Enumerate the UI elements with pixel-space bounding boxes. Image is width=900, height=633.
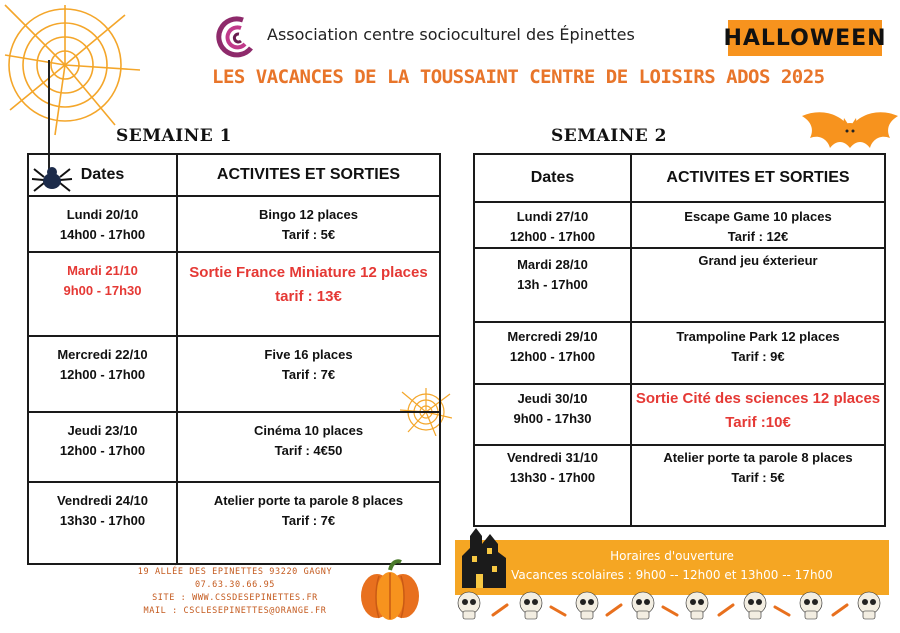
row-day: Lundi 20/10 [66,207,139,222]
row-day: Mercredi 29/10 [507,329,598,344]
table-row [474,322,885,384]
row-tarif: Tarif : 12€ [727,229,789,244]
row-activity: Trampoline Park 12 places [676,329,840,344]
skull-icon [576,592,598,619]
opening-hours-title: Horaires d'ouverture [610,549,734,563]
row-tarif: Tarif : 7€ [281,367,336,382]
row-activity: Sortie Cité des sciences 12 places [635,390,881,407]
skull-garland [455,585,895,625]
row-tarif: Tarif :10€ [725,414,791,431]
row-day: Jeudi 23/10 [67,423,138,438]
email-link[interactable]: MAIL : CSCLESEPINETTES@ORANGE.FR [143,606,327,616]
row-time: 13h - 17h00 [517,277,588,292]
header-activities: ACTIVITES ET SORTIES [177,154,440,196]
table-row [474,384,885,445]
skull-icon [800,592,822,619]
row-tarif: Tarif : 5€ [281,227,336,242]
row-day: Mercredi 22/10 [57,347,148,362]
table-row [474,202,885,248]
row-activity: Cinéma 10 places [253,423,364,438]
table-row [28,412,440,482]
row-activity: Five 16 places [264,347,353,362]
row-day: Lundi 27/10 [516,209,589,224]
header-dates: Dates [474,154,631,202]
row-activity: Sortie France Miniature 12 places [189,264,428,281]
skull-icon [458,592,480,619]
skull-icon [858,592,880,619]
association-name: Association centre socioculturel des Épinettes [267,25,635,44]
row-time: 12h00 - 17h00 [59,367,146,382]
row-tarif: tarif : 13€ [275,288,342,305]
pumpkin-icon [357,558,423,622]
week-2-table [473,153,886,527]
table-row [28,196,440,252]
row-time: 12h00 - 17h00 [509,349,596,364]
contact-info [110,566,360,618]
row-time: 13h30 - 17h00 [509,470,596,485]
address: 19 ALLÉE DES EPINETTES 93220 GAGNY [137,567,333,577]
phone: 07.63.30.66.95 [194,580,276,590]
header-dates: Dates [28,154,177,196]
table-row [28,336,440,412]
website-link[interactable]: SITE : WWW.CSSDESEPINETTES.FR [152,593,318,603]
row-time: 14h00 - 17h00 [59,227,146,242]
row-activity: Escape Game 10 places [684,209,832,224]
row-tarif: Tarif : 5€ [731,470,785,485]
row-day: Mardi 21/10 [67,263,138,278]
row-time: 9h00 - 17h30 [63,283,142,298]
row-time: 9h00 - 17h30 [513,411,592,426]
table-row [474,445,885,526]
haunted-house-icon [456,526,512,588]
row-tarif: Tarif : 7€ [281,513,336,528]
week-2-title: SEMAINE 2 [551,126,667,146]
row-day: Vendredi 24/10 [56,493,149,508]
row-day: Vendredi 31/10 [506,450,599,465]
halloween-badge: HALLOWEEN [728,20,882,56]
header-activities: ACTIVITES ET SORTIES [631,154,885,202]
skull-icon [520,592,542,619]
skull-icon [632,592,654,619]
row-activity: Grand jeu éxterieur [698,253,818,268]
row-activity: Atelier porte ta parole 8 places [213,493,404,508]
table-row [28,482,440,564]
skull-icon [744,592,766,619]
table-row [474,248,885,322]
opening-hours-text: Vacances scolaires : 9h00 -- 12h00 et 13h00 -- 17h00 [511,568,833,582]
week-1-title: SEMAINE 1 [116,126,232,146]
row-activity: Atelier porte ta parole 8 places [663,450,853,465]
page-title: LES VACANCES DE LA TOUSSAINT CENTRE DE LOISIRS ADOS 2025 [212,66,825,88]
week-1-table [27,153,441,565]
row-time: 13h30 - 17h00 [59,513,146,528]
association-logo [213,14,257,58]
skull-icon [686,592,708,619]
spider-web-icon [0,0,150,140]
row-tarif: Tarif : 9€ [731,349,785,364]
row-day: Jeudi 30/10 [517,391,588,406]
row-time: 12h00 - 17h00 [509,229,596,244]
row-time: 12h00 - 17h00 [59,443,146,458]
row-tarif: Tarif : 4€50 [274,443,343,458]
row-day: Mardi 28/10 [517,257,588,272]
table-row [28,252,440,336]
row-activity: Bingo 12 places [259,207,358,222]
